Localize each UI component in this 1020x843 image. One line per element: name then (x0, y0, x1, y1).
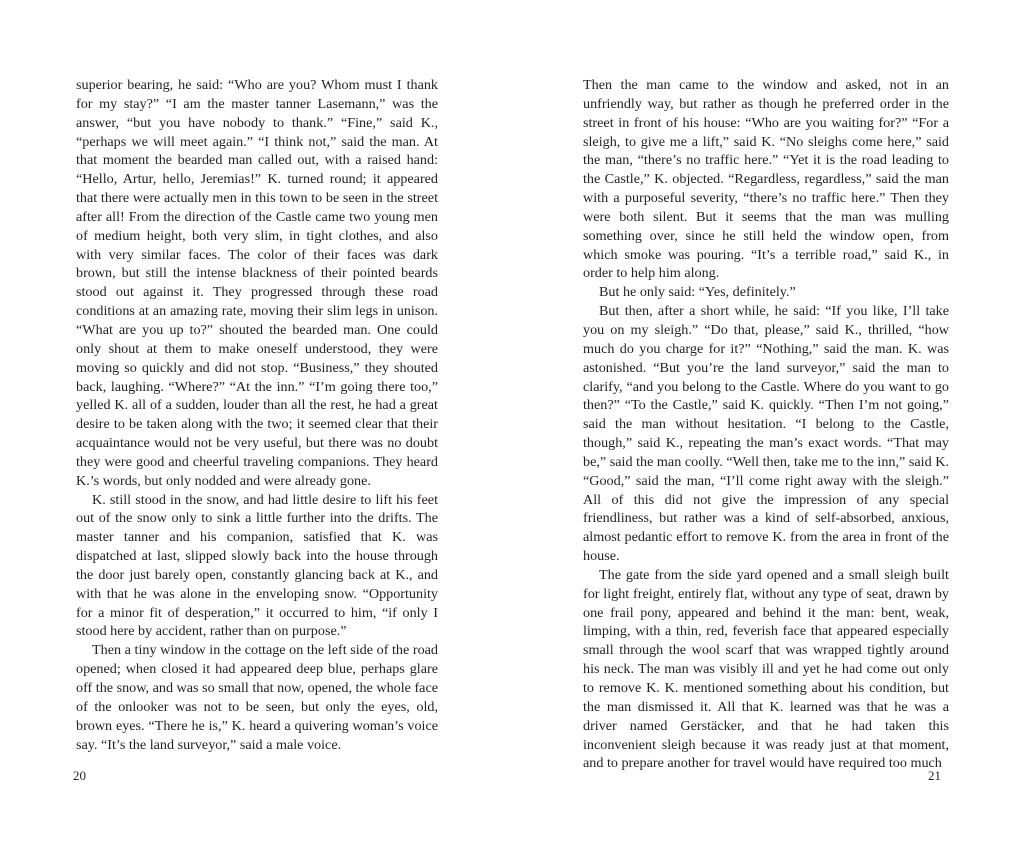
left-page-number: 20 (73, 768, 86, 783)
right-paragraph-3: But then, after a short while, he said: “If you like, I’ll take you on my sleigh.” “Do that, please,” said K., thrilled, “how much do you charge for it?” “Nothing,” said the man. K. was astonished. “But you’re the land surveyor,” said the man to clarify, “and you belong to the Castle. Where do you want to go then?” “To the Castle,” said K. quickly. “Then I’m not going,” said the man without hesitation. “I belong to the Castle, though,” said K., repeating the man’s exact words. “That may be,” said the man coolly. “Well then, take me to the inn,” said K. “Good,” said the man, “I’ll come right away with the sleigh.” All of this did not give the impression of any special friendliness, but rather was a kind of self-absorbed, anxious, almost pedantic effort to remove K. from the area in front of the house. (583, 303, 949, 565)
right-page (510, 0, 1020, 843)
right-paragraph-1: Then the man came to the window and asked, not in an unfriendly way, but rather as though he preferred order in the street in front of his house: “Who are you waiting for?” “For a sleigh, to give me a lift,” said K. “No sleighs come here,” said the man, “there’s no traffic here.” “Yet it is the road leading to the Castle,” K. objected. “Regardless, regardless,” said the man with a purposeful severity, “there’s no traffic here.” Then they were both silent. But it seems that the man was mulling something over, since he still held the window open, from which smoke was pouring. “It’s a terrible road,” said K., in order to help him along. (583, 77, 949, 282)
right-paragraph-2: But he only said: “Yes, definitely.” (599, 284, 796, 301)
right-paragraph-4: The gate from the side yard opened and a small sleigh built for light freight, entirely flat, without any type of seat, drawn by one frail pony, appeared and behind it the man: bent, weak, limping, with a thin, red, feverish face that appeared especially small through the wool scarf that was wrapped tightly around his neck. The man was visibly ill and yet he had come out only to remove K. K. mentioned something about his condition, but the man dismissed it. All that K. learned was that he was a driver named Gerstäcker, and that he had taken this inconvenient sleigh because it was ready just at that moment, and to prepare another for travel would have required too much (583, 566, 949, 772)
left-paragraph-1: superior bearing, he said: “Who are you? Whom must I thank for my stay?” “I am the master tanner Lasemann,” was the answer, “but you have nobody to thank.” “Fine,” said K., “perhaps we will meet again.” “I think not,” said the man. At that moment the bearded man called out, with a raised hand: “Hello, Artur, hello, Jeremias!” K. turned round; it appeared that there were actually men in this town to be seen in the street after all! From the direction of the Castle came two young men of medium height, both very slim, in tight clothes, and also with very similar faces. The color of their faces was dark brown, but still the intense blackness of their pointed beards stood out against it. They progressed through these road conditions at an amazing rate, moving their slim legs in unison. “What are you up to?” shouted the bearded man. One could only shout at them to make oneself understood, they were moving so quickly and did not stop. “Business,” they shouted back, laughing. “Where?” “At the inn.” “I’m going there too,” yelled K. all of a sudden, louder than all the rest, he had a great desire to be taken along with the two; it seemed clear that their acquaintance would not be very useful, but there was no doubt they were good and cheerful traveling companions. They heard K.’s words, but only nodded and were already gone. (76, 77, 438, 489)
left-paragraph-3: Then a tiny window in the cottage on the left side of the road opened; when closed it had appeared deep blue, perhaps glare off the snow, and was so small that now, opened, the whole face of the onlooker was not to be seen, but only the eyes, old, brown eyes. “There he is,” K. heard a quivering woman’s voice say. “It’s the land surveyor,” said a male voice. (76, 642, 438, 753)
right-text-column (583, 76, 949, 773)
left-text-column (76, 76, 438, 754)
right-page-number: 21 (928, 768, 941, 783)
left-paragraph-2: K. still stood in the snow, and had little desire to lift his feet out of the snow only to sink a little further into the drifts. The master tanner and his companion, satisfied that K. was dispatched at last, slipped slowly back into the house through the door just barely open, constantly glancing back at K., and with that he was alone in the enveloping snow. “Opportunity for a minor fit of desperation,” it occurred to him, “if only I stood here by accident, rather than on purpose.” (76, 491, 438, 640)
